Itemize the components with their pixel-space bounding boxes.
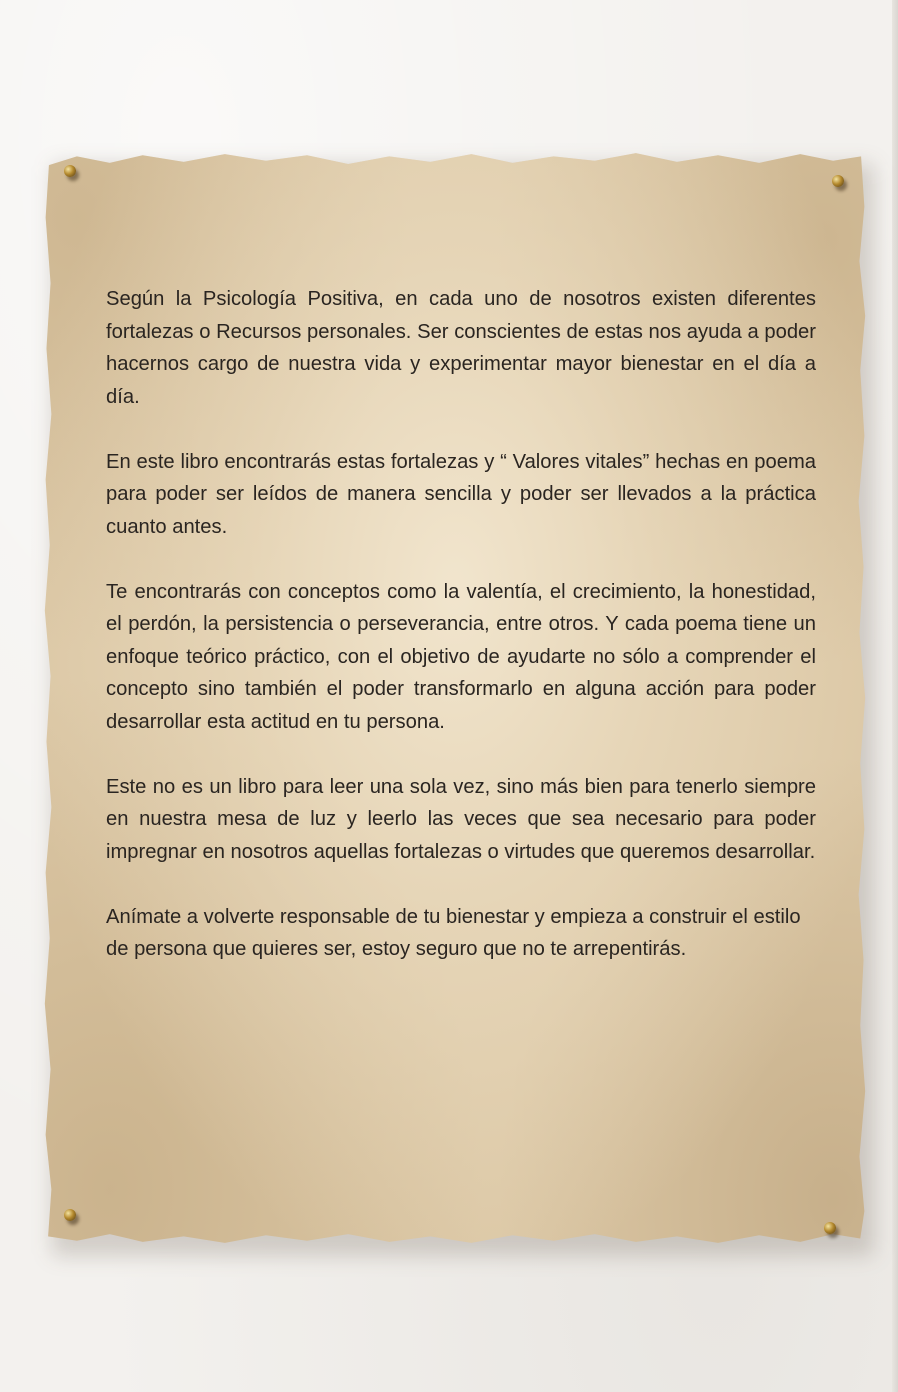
paragraph-3: Te encontrarás con conceptos como la valentía, el crecimiento, la honestidad, el perdón, la persistencia o perseverancia, entre otros. Y cada poema tiene un enfoque teórico práctico, con el objetivo de ayudarte no sólo a comprender el concepto sino también el poder transformarlo en alguna acción para poder desarrollar esta actitud en tu persona. [106, 580, 816, 733]
paragraph-5: Anímate a volverte responsable de tu bienestar y empieza a construir el estilo de persona que quieres ser, estoy seguro que no te arrepentirás. [106, 905, 801, 960]
pin-icon-top-right [832, 175, 844, 187]
pin-icon-bottom-right [824, 1222, 836, 1234]
pin-icon-bottom-left [64, 1209, 76, 1221]
paragraph-1: Según la Psicología Positiva, en cada uno de nosotros existen diferentes fortalezas o Recursos personales. Ser conscientes de estas nos ayuda a poder hacernos cargo de nuestra vida y experimentar mayor bienestar en el día a día. [106, 288, 816, 408]
wall-edge [892, 0, 898, 1392]
page-text [106, 283, 816, 998]
pin-icon-top-left [64, 165, 76, 177]
paragraph-2: En este libro encontrarás estas fortalezas y “ Valores vitales” hechas en poema para poder ser leídos de manera sencilla y poder ser llevados a la práctica cuanto antes. [106, 450, 816, 538]
paragraph-4: Este no es un libro para leer una sola vez, sino más bien para tenerlo siempre en nuestra mesa de luz y leerlo las veces que sea necesario para poder impregnar en nosotros aquellas fortalezas o virtudes que queremos desarrollar. [106, 775, 816, 863]
